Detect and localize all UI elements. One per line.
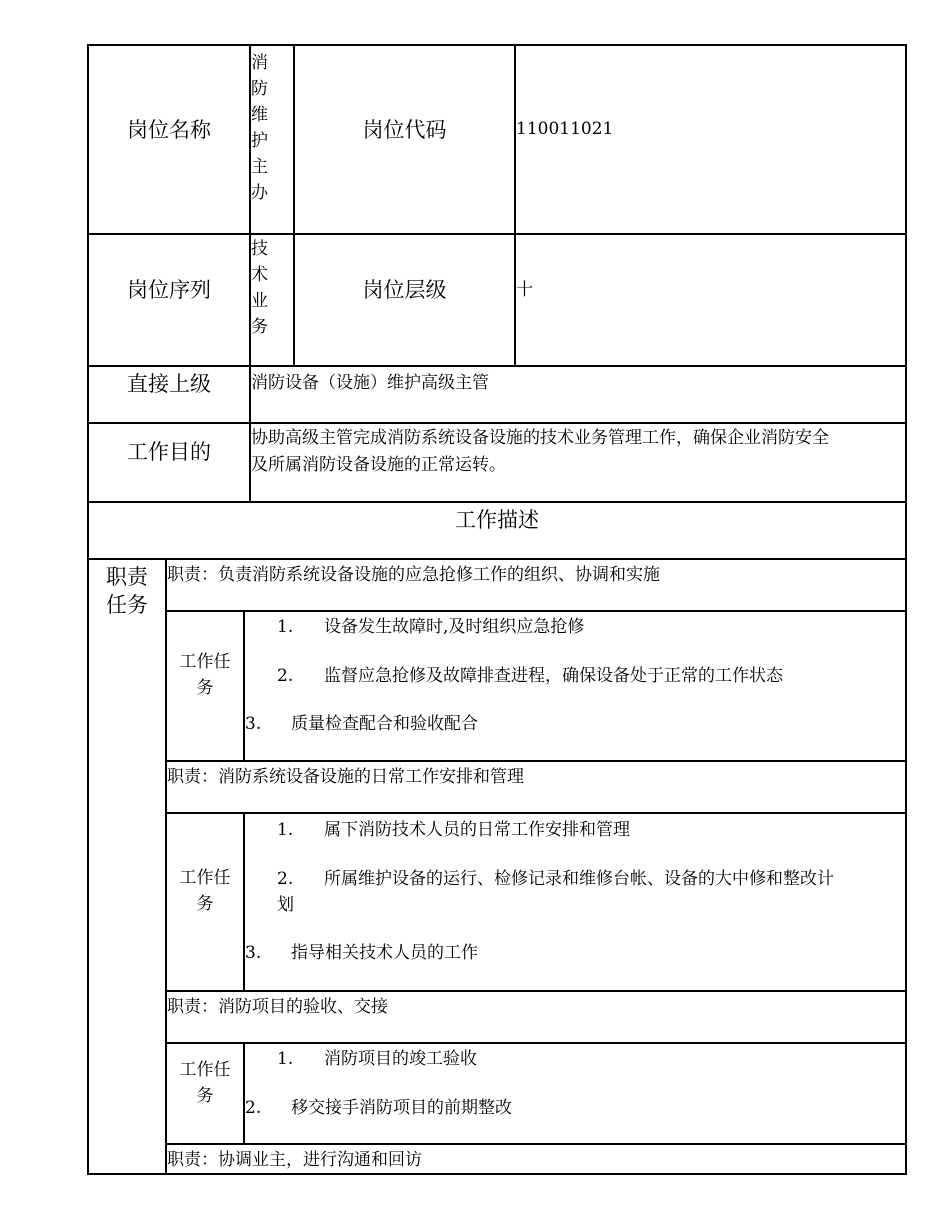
row-divider xyxy=(87,233,907,235)
row-divider xyxy=(165,812,907,814)
post-level-value: 十 xyxy=(516,280,533,300)
row-divider xyxy=(165,760,907,762)
post-name-label: 岗位名称 xyxy=(127,118,211,142)
task-number: 3. xyxy=(245,943,262,963)
superior-value: 消防设备（设施）维护高级主管 xyxy=(251,373,489,393)
row-divider xyxy=(87,558,907,560)
task-text: 设备发生故障时,及时组织应急抢修 xyxy=(324,617,585,637)
task-number: 1. xyxy=(277,1049,294,1069)
post-name-value: 消防维护主办 xyxy=(251,53,268,203)
purpose-line-1: 协助高级主管完成消防系统设备设施的技术业务管理工作，确保企业消防安全 xyxy=(251,428,829,448)
row-divider xyxy=(165,990,907,992)
task-text: 移交接手消防项目的前期整改 xyxy=(291,1098,512,1118)
section-title: 工作描述 xyxy=(455,508,539,532)
task-number: 2. xyxy=(245,1098,262,1118)
post-seq-label: 岗位序列 xyxy=(127,278,211,302)
duty-column-label: 职责 任务 xyxy=(106,565,148,617)
task-number: 1. xyxy=(277,617,294,637)
task-number: 3. xyxy=(245,714,262,734)
task-label: 工作任 务 xyxy=(179,652,231,698)
task-label: 工作任 务 xyxy=(179,1060,231,1106)
post-level-label: 岗位层级 xyxy=(362,278,447,302)
col-divider xyxy=(243,610,245,762)
table-border-bottom xyxy=(87,1173,907,1175)
row-divider xyxy=(87,365,907,367)
task-text-continued: 划 xyxy=(277,895,294,915)
duty-title: 职责：消防系统设备设施的日常工作安排和管理 xyxy=(167,767,524,787)
row-divider xyxy=(165,1143,907,1145)
table-border-top xyxy=(87,44,907,46)
row-divider xyxy=(165,610,907,612)
post-code-label: 岗位代码 xyxy=(362,118,447,142)
row-divider xyxy=(165,1042,907,1044)
row-divider xyxy=(87,422,907,424)
post-seq-value: 技术业务 xyxy=(251,239,268,337)
row-divider xyxy=(87,501,907,503)
purpose-label: 工作目的 xyxy=(127,440,211,464)
task-text: 指导相关技术人员的工作 xyxy=(291,943,478,963)
task-number: 1. xyxy=(277,820,294,840)
superior-label: 直接上级 xyxy=(127,372,211,396)
col-divider xyxy=(293,44,295,367)
duty-title: 职责：协调业主，进行沟通和回访 xyxy=(167,1150,422,1170)
table-border-right xyxy=(905,44,907,1175)
duty-title: 职责：负责消防系统设备设施的应急抢修工作的组织、协调和实施 xyxy=(167,565,660,585)
purpose-line-2: 及所属消防设备设施的正常运转。 xyxy=(251,455,506,475)
task-text: 质量检查配合和验收配合 xyxy=(291,714,478,734)
task-text: 所属维护设备的运行、检修记录和维修台帐、设备的大中修和整改计 xyxy=(324,869,834,889)
post-code-value: 110011021 xyxy=(516,119,614,139)
task-number: 2. xyxy=(277,666,294,686)
task-label: 工作任 务 xyxy=(179,868,231,914)
col-divider xyxy=(514,44,516,367)
task-text: 消防项目的竣工验收 xyxy=(324,1049,477,1069)
task-number: 2. xyxy=(277,869,294,889)
task-text: 属下消防技术人员的日常工作安排和管理 xyxy=(324,820,630,840)
duty-title: 职责：消防项目的验收、交接 xyxy=(167,997,388,1017)
col-divider xyxy=(243,1042,245,1145)
task-text: 监督应急抢修及故障排查进程，确保设备处于正常的工作状态 xyxy=(324,666,783,686)
